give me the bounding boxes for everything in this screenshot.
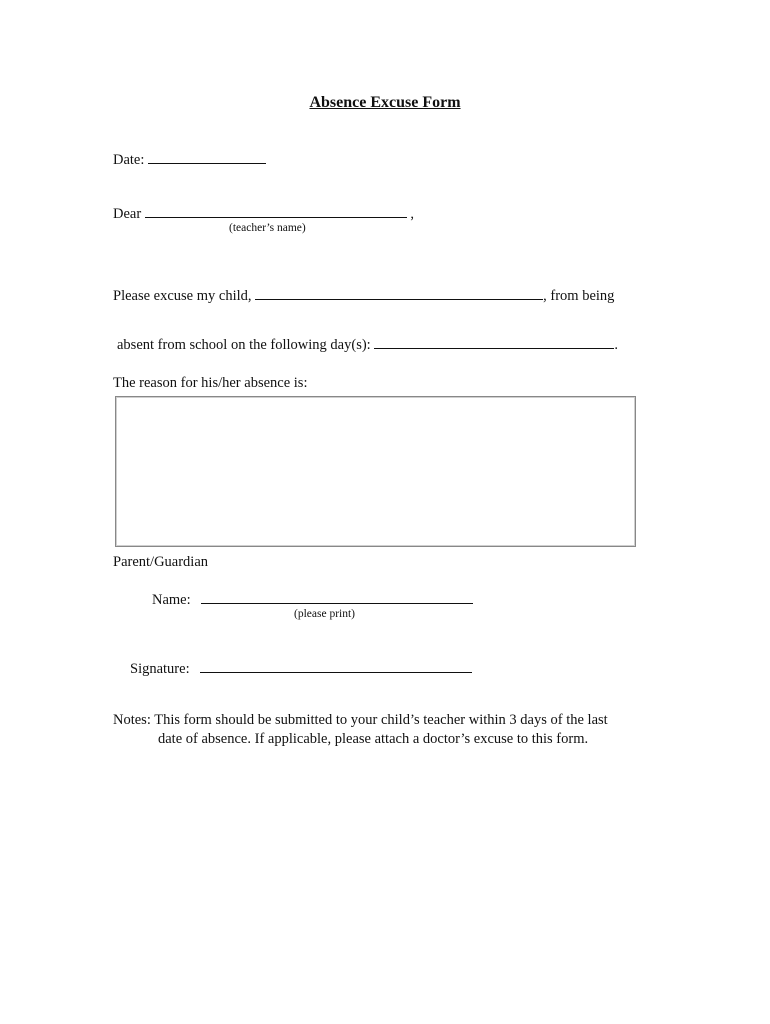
notes-line-2: date of absence. If applicable, please attach a doctor’s excuse to this form. [158, 731, 589, 747]
teacher-name-field[interactable] [145, 204, 407, 218]
parent-name-label: Name: [152, 592, 191, 608]
please-print-hint: (please print) [294, 608, 355, 620]
reason-label: The reason for his/her absence is: [113, 375, 308, 391]
parent-name-field[interactable] [201, 590, 473, 604]
reason-textbox[interactable] [115, 396, 636, 547]
date-row [113, 150, 266, 169]
teacher-name-hint: (teacher’s name) [229, 222, 306, 234]
parent-name-row [152, 590, 473, 609]
excuse-suffix: , from being [543, 288, 615, 304]
absent-days-field[interactable] [374, 335, 614, 349]
signature-row [130, 659, 472, 678]
excuse-row [113, 286, 614, 305]
date-label: Date: [113, 152, 145, 168]
excuse-prefix: Please excuse my child, [113, 288, 252, 304]
absent-days-label: absent from school on the following day(s): [117, 337, 371, 353]
absent-days-period: . [614, 337, 618, 353]
signature-field[interactable] [200, 659, 472, 673]
parent-guardian-heading: Parent/Guardian [113, 554, 209, 570]
notes-line-1: Notes: This form should be submitted to your child’s teacher within 3 days of the last [113, 712, 608, 728]
child-name-field[interactable] [255, 286, 543, 300]
dear-label: Dear [113, 206, 142, 222]
absent-days-row [117, 335, 618, 354]
signature-label: Signature: [130, 661, 190, 677]
dear-comma: , [410, 206, 415, 222]
date-field[interactable] [148, 150, 266, 164]
form-title: Absence Excuse Form [309, 94, 461, 111]
dear-row [113, 204, 414, 223]
